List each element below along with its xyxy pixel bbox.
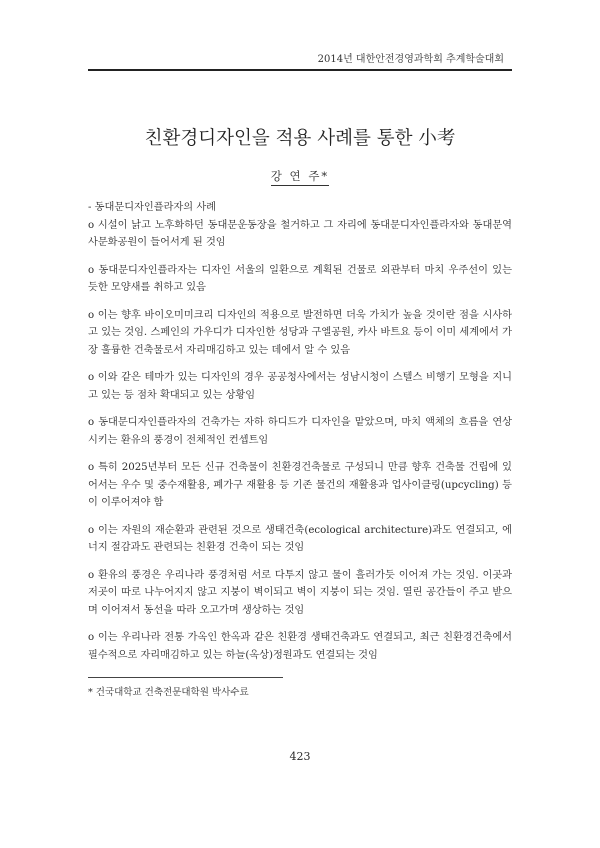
paragraph-7: o 이는 자원의 재순환과 관련된 것으로 생태건축(ecological architecture)과도 연결되고, 에너지 절감과도 관련되는 친환경 건축이 되는 것임 <box>88 524 512 553</box>
paragraph-9: o 이는 우리나라 전통 가옥인 한옥과 같은 친환경 생태건축과도 연결되고, 최근 친환경건축에서 필수적으로 자리매김하고 있는 하늘(옥상)정원과도 연결되는 것임 <box>88 632 512 661</box>
footnote: * 건국대학교 건축전문대학원 박사수료 <box>88 687 249 698</box>
paragraph-3: o 이는 향후 바이오미미크리 디자인의 적용으로 발전하면 더욱 가치가 높을 것이란 점을 시사하고 있는 것임. 스페인의 가우디가 디자인한 성당과 구엘공원, 카사 바트요 등이 이미 세계에서 가장 훌륭한 건축물로서 자리매김하고 있는 데에서 알 수 있음 <box>88 309 512 356</box>
paragraph-4: o 이와 같은 테마가 있는 디자인의 경우 공공청사에서는 성남시청이 스텔스 비행기 모형을 지니고 있는 등 점차 확대되고 있는 상황임 <box>88 372 512 401</box>
paragraph-6: o 특히 2025년부터 모든 신규 건축물이 친환경건축물로 구성되니 만큼 향후 건축물 건립에 있어서는 우수 및 중수재활용, 폐가구 재활용 등 기존 물건의 재활용과 업사이클링(upcycling) 등이 이루어져야 함 <box>88 462 512 508</box>
footnote-rule <box>88 677 283 678</box>
running-header: 2014년 대한안전경영과학회 추계학술대회 <box>317 54 504 65</box>
paragraph-5: o 동대문디자인플라자의 건축가는 자하 하디드가 디자인을 맡았으며, 마치 액체의 흐름을 연상시키는 환유의 풍경이 전체적인 컨셉트임 <box>88 417 512 446</box>
body-text <box>88 199 512 674</box>
paragraph-2: o 동대문디자인플라자는 디자인 서울의 일환으로 계획된 건물로 외관부터 마치 우주선이 있는 듯한 모양새를 취하고 있음 <box>88 264 512 293</box>
author-name: 강 연 주* <box>271 169 329 186</box>
section-heading: - 동대문디자인플라자의 사례 <box>88 202 217 213</box>
paragraph-8: o 환유의 풍경은 우리나라 풍경처럼 서로 다투지 않고 물이 흘러가듯 이어져 가는 것임. 이곳과 저곳이 따로 나누어지지 않고 지붕이 벽이되고 벽이 지붕이 되는 것임. 열린 공간들이 주고 받으며 이어져서 동선을 따라 오고가며 생상하는 것임 <box>88 569 512 616</box>
paper-title: 친환경디자인을 적용 사례를 통한 小考 <box>144 128 456 149</box>
page-number: 423 <box>289 750 311 763</box>
header-rule <box>88 69 512 71</box>
paragraph-1: o 시설이 낡고 노후화하던 동대문운동장을 철거하고 그 자리에 동대문디자인플라자와 동대문역사문화공원이 들어서게 된 것임 <box>88 219 512 248</box>
author-line <box>0 168 600 184</box>
